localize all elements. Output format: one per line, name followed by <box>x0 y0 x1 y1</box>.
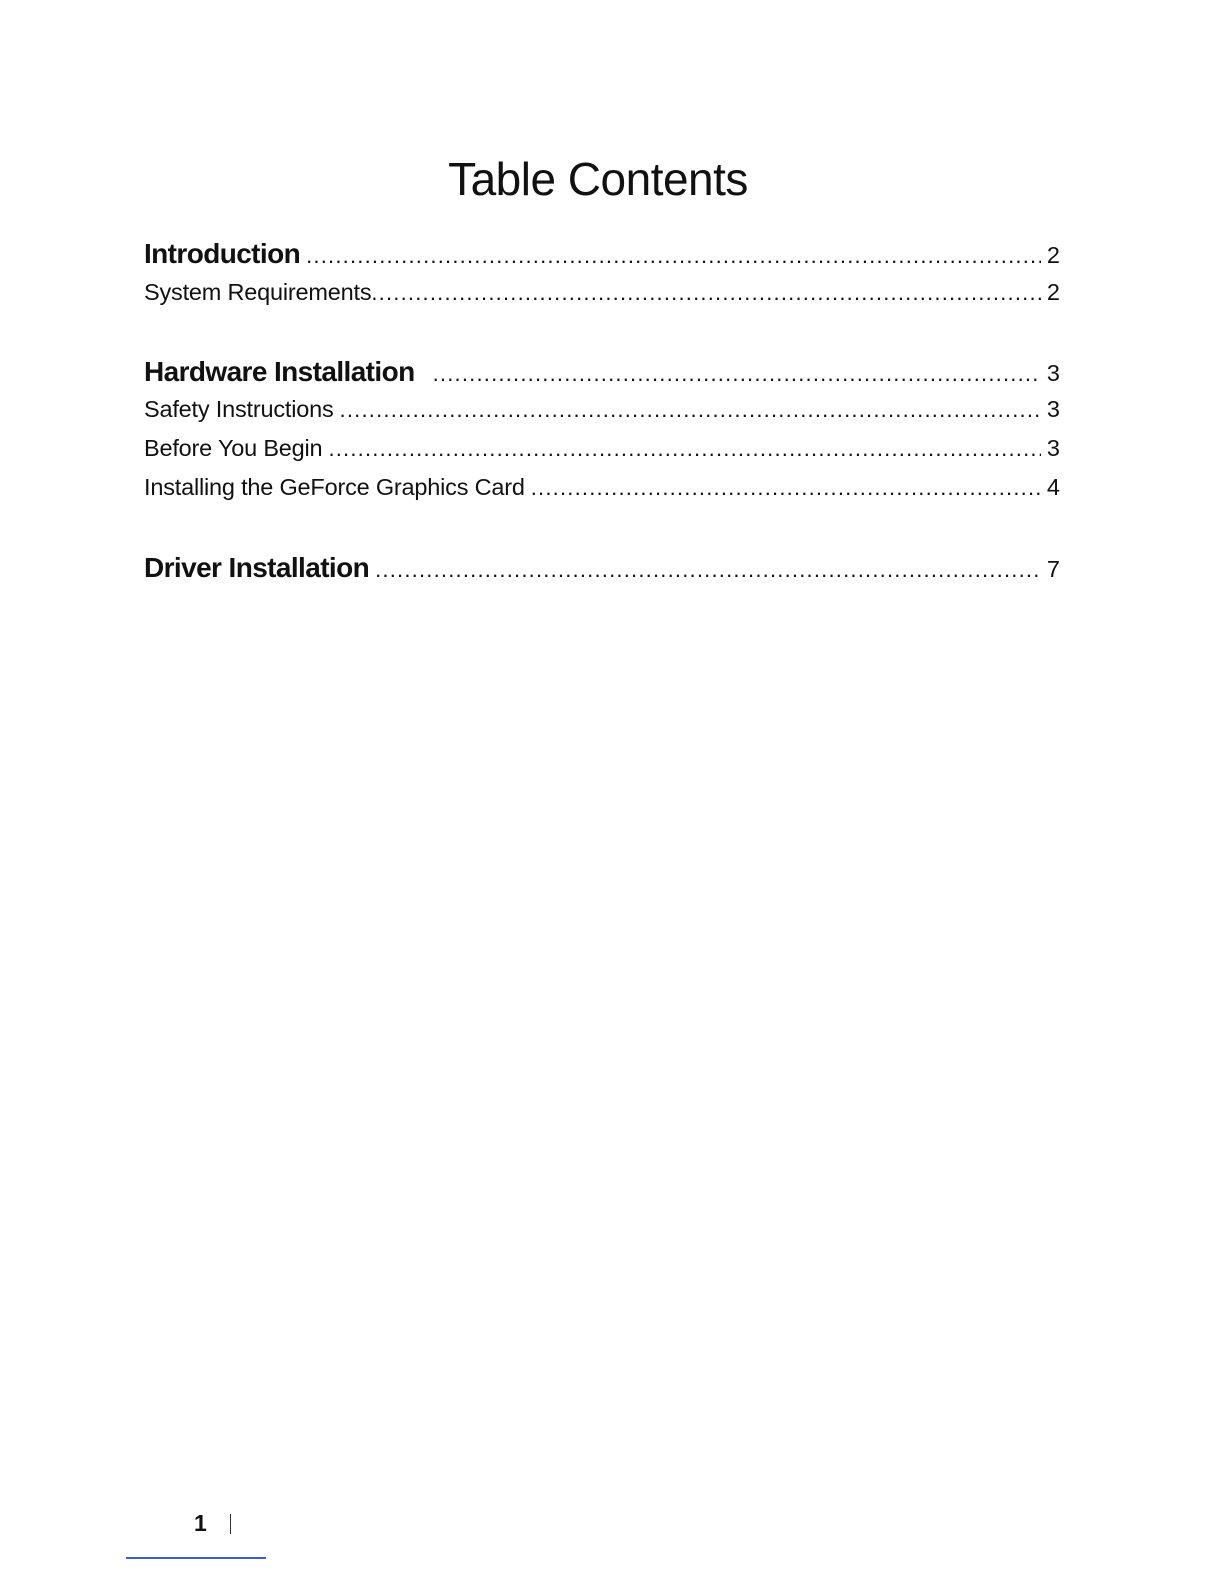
footer-page-number: 1 <box>194 1510 207 1536</box>
toc-dot-leader <box>375 557 1041 583</box>
toc-entry-page: 2 <box>1046 279 1060 305</box>
toc-entry-page: 2 <box>1046 242 1060 268</box>
toc-entry-introduction[interactable] <box>144 238 1060 270</box>
footer-divider <box>230 1514 231 1534</box>
footer-rule <box>126 1557 266 1559</box>
toc-entry-label: Driver Installation <box>144 552 370 583</box>
toc-entry-system-requirements[interactable] <box>144 279 1060 306</box>
toc-dot-leader <box>306 243 1041 269</box>
page-title: Table Contents <box>448 153 748 205</box>
toc-entry-page: 3 <box>1046 396 1060 422</box>
toc-entry-safety-instructions[interactable] <box>144 396 1060 423</box>
toc-entry-page: 3 <box>1046 435 1060 461</box>
toc-dot-leader <box>531 475 1041 501</box>
toc-dot-leader <box>371 280 1041 306</box>
toc-entry-before-you-begin[interactable] <box>144 435 1060 462</box>
toc-entry-label: Hardware Installation <box>144 356 415 387</box>
toc-entry-label: System Requirements <box>144 279 372 305</box>
toc-dot-leader <box>328 436 1040 462</box>
toc-entry-page: 7 <box>1046 556 1060 582</box>
toc-entry-label: Installing the GeForce Graphics Card <box>144 474 525 500</box>
toc-dot-leader <box>340 397 1041 423</box>
toc-entry-label: Safety Instructions <box>144 396 334 422</box>
toc-entry-label: Before You Begin <box>144 435 323 461</box>
toc-entry-driver-installation[interactable] <box>144 552 1060 584</box>
toc-entry-page: 3 <box>1046 360 1060 386</box>
toc-entry-label: Introduction <box>144 238 301 269</box>
toc-entry-page: 4 <box>1046 474 1060 500</box>
toc-entry-hardware-installation[interactable] <box>144 356 1060 388</box>
toc-dot-leader <box>433 361 1041 387</box>
toc-entry-installing-geforce-card[interactable] <box>144 474 1060 501</box>
